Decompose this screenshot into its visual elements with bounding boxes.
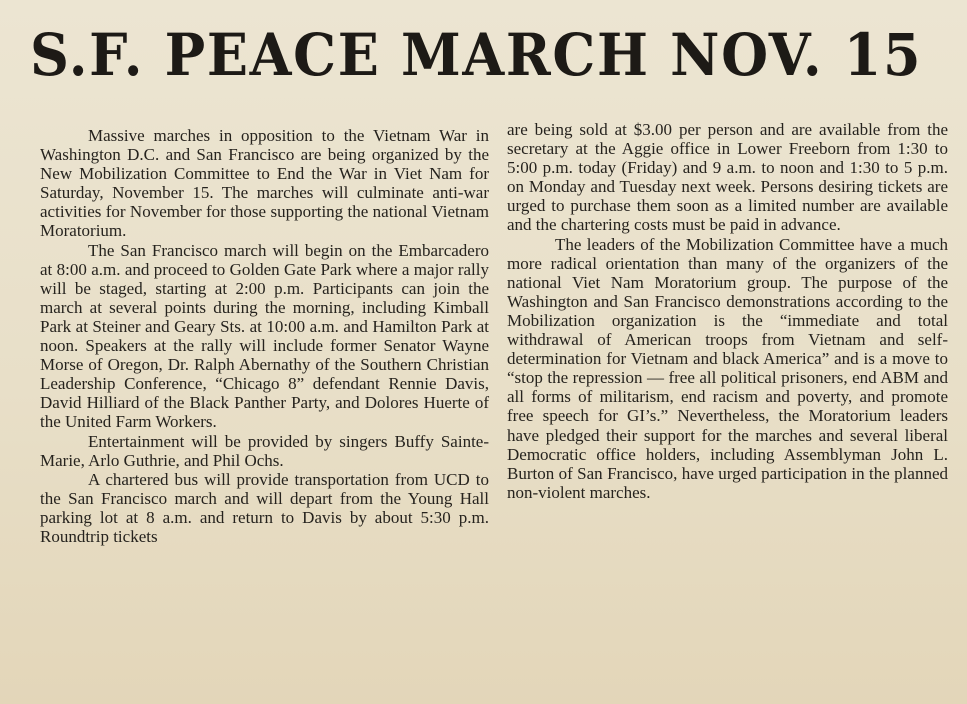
- paragraph-bus: A chartered bus will provide transportation from UCD to the San Francisco march and will depart from the Young Hall parking lot at 8 a.m. and return to Davis by about 5:30 p.m. Roundtrip tickets: [40, 469, 489, 546]
- paragraph-mobilization: The leaders of the Mobilization Committee have a much more radical orientation than many of the organizers of the national Viet Nam Moratorium group. The purpose of the Washington and San Francisco demonstrations according to the Mobilization organization is the “immediate and total withdrawal of American troops from Vietnam and self-determination for Vietnam and black America” and is a move to “stop the repression — free all political prisoners, end ABM and all forms of militarism, end racism and poverty, and promote free speech for GI’s.” Nevertheless, the Moratorium leaders have pledged their support for the marches and several liberal Democratic office holders, including Assemblyman John L. Burton of San Francisco, have urged participation in the planned non-violent marches.: [507, 234, 948, 502]
- paragraph-intro: Massive marches in opposition to the Vietnam War in Washington D.C. and San Francisco are being organized by the New Mobilization Committee to End the War in Viet Nam for Saturday, November 15. The marches will culminate anti-war activities for November for those supporting the national Vietnam Moratorium.: [40, 126, 489, 241]
- paragraph-tickets: are being sold at $3.00 per person and are available from the secretary at the Aggie office in Lower Freeborn from 1:30 to 5:00 p.m. today (Friday) and 9 a.m. to noon and 1:30 to 5 p.m. on Monday and Tuesday next week. Persons desiring tickets are urged to purchase them soon as a limited number are available and the chartering costs must be paid in advance.: [507, 120, 948, 235]
- paragraph-entertainment: Entertainment will be provided by singers Buffy Sainte-Marie, Arlo Guthrie, and Phil Ochs.: [40, 431, 489, 470]
- headline: S.F. PEACE MARCH NOV. 15: [30, 21, 923, 89]
- paragraph-march-route: The San Francisco march will begin on the Embarcadero at 8:00 a.m. and proceed to Golden Gate Park where a major rally will be staged, starting at 2:00 p.m. Participants can join the march at several points during the morning, including Kimball Park at Steiner and Geary Sts. at 10:00 a.m. and Hamilton Park at noon. Speakers at the rally will include former Senator Wayne Morse of Oregon, Dr. Ralph Abernathy of the Southern Christian Leadership Conference, “Chicago 8” defendant Rennie Davis, David Hilliard of the Black Panther Party, and Dolores Huerte of the United Farm Workers.: [40, 240, 489, 432]
- left-column: [40, 126, 489, 546]
- right-column: [507, 120, 948, 502]
